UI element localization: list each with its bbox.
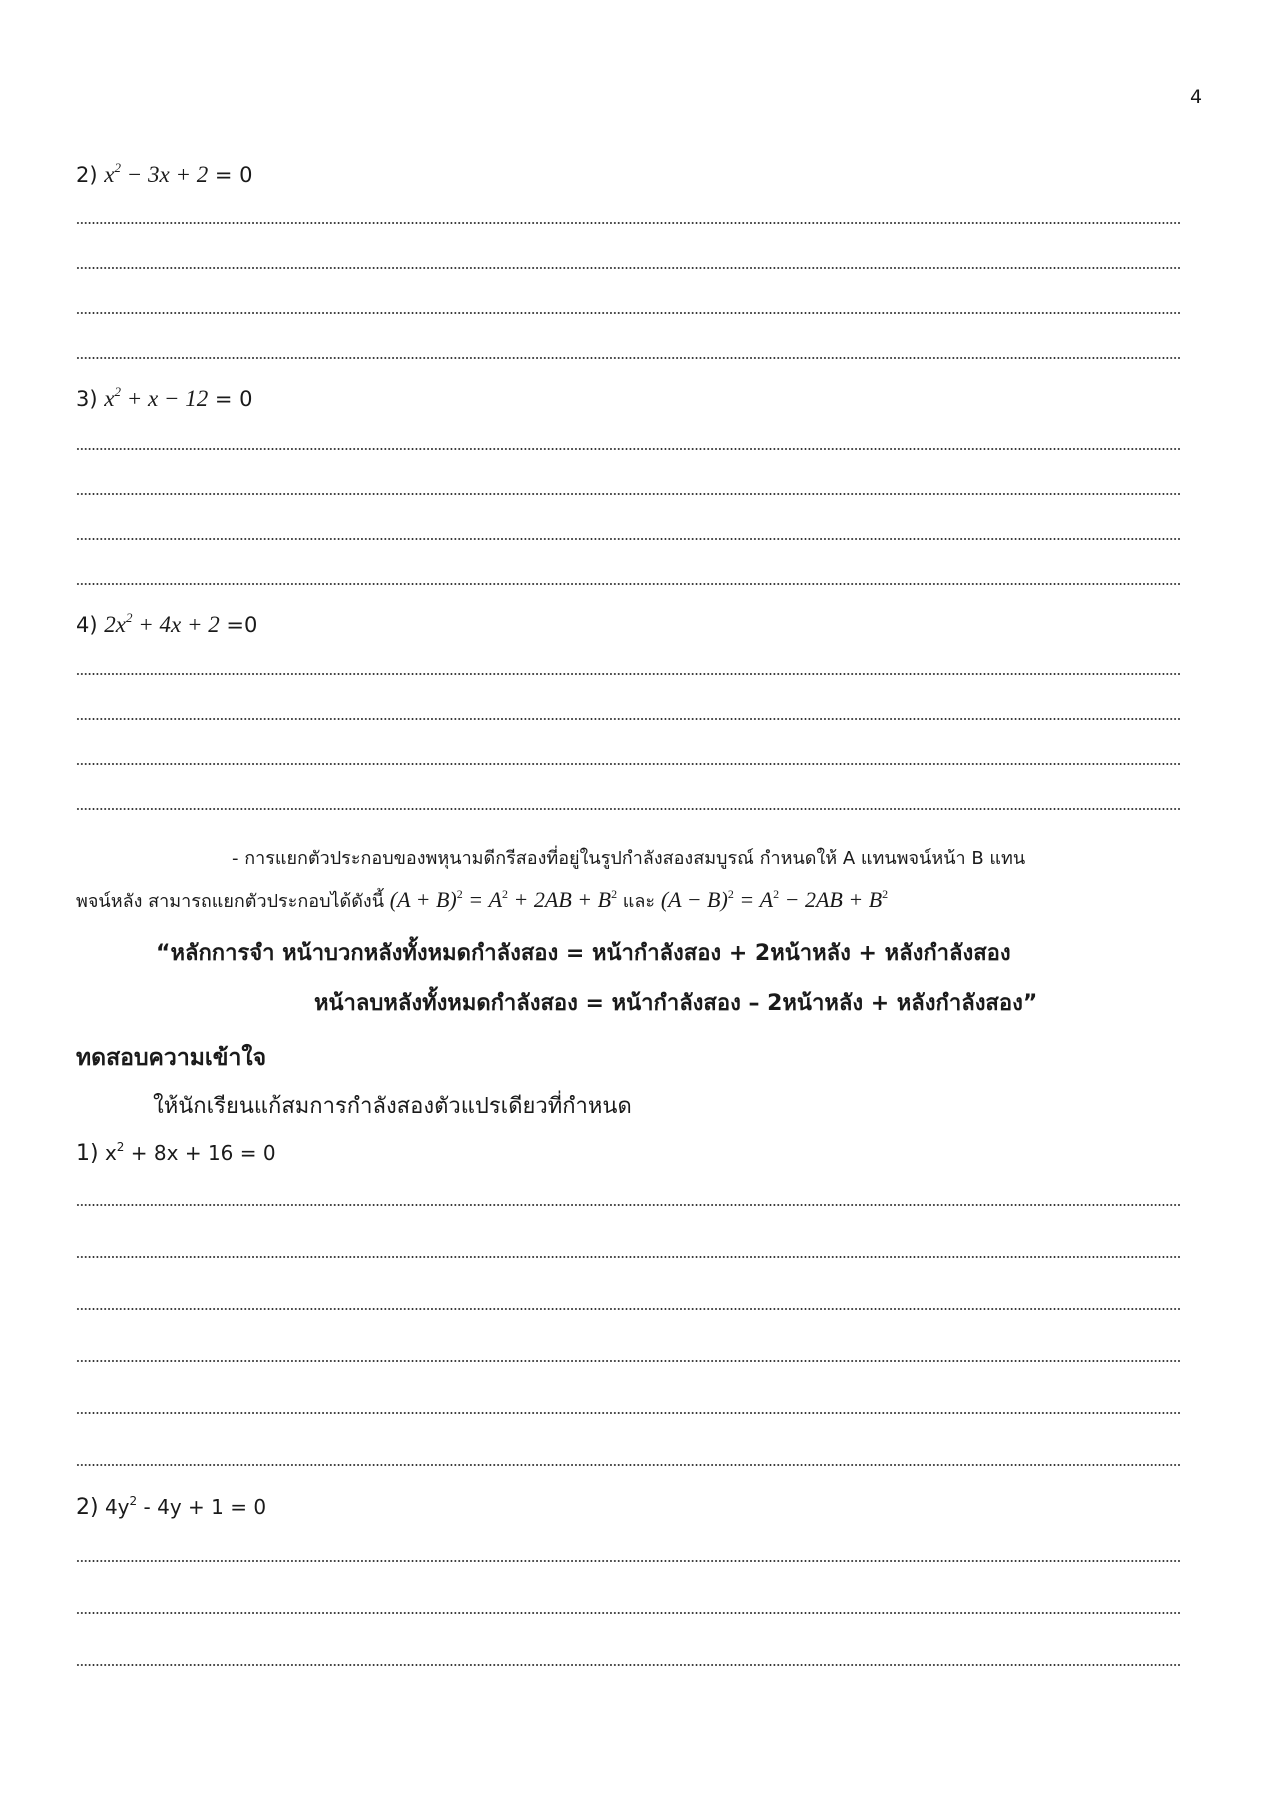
test-problem-1: 1) $x^2 + 8x + 16 = 0$	[76, 1140, 276, 1166]
problem-label: 4)	[76, 613, 98, 637]
problem-2	[76, 160, 253, 188]
answer-line	[76, 267, 1180, 269]
answer-line	[76, 1308, 1180, 1310]
equation: $2x^2 + 4x + 2$	[104, 610, 220, 637]
formula-sum-square: $(A + B)^2 = A^2 + 2AB + B^2$	[389, 887, 618, 912]
answer-line	[76, 538, 1180, 540]
equation: $x^2 - 3x + 2$	[104, 160, 209, 187]
answer-line	[76, 583, 1180, 585]
answer-line	[76, 448, 1180, 450]
answer-line	[76, 1560, 1180, 1562]
answer-line	[76, 493, 1180, 495]
answer-line	[76, 763, 1180, 765]
mnemonic-line-1: “หลักการจำ หน้าบวกหลังทั้งหมดกำลังสอง = หน้ากำลังสอง + 2หน้าหลัง + หลังกำลังสอง	[156, 941, 1011, 966]
answer-line	[76, 357, 1180, 359]
section-heading: ทดสอบความเข้าใจ	[76, 1045, 267, 1071]
problem-label: 1)	[76, 1141, 99, 1166]
answer-line	[76, 673, 1180, 675]
answer-line	[76, 222, 1180, 224]
formula-diff-square: $(A - B)^2 = A^2 - 2AB + B^2$	[660, 887, 889, 912]
instruction: ให้นักเรียนแก้สมการกำลังสองตัวแปรเดียวที่กำหนด	[153, 1094, 632, 1119]
equation-rhs: =0	[219, 613, 258, 637]
problem-label: 2)	[76, 163, 98, 187]
explanation-text: พจน์หลัง สามารถแยกตัวประกอบได้ดังนี้	[76, 891, 385, 912]
mnemonic-line-2: หน้าลบหลังทั้งหมดกำลังสอง = หน้ากำลังสอง – 2หน้าหลัง + หลังกำลังสอง”	[314, 991, 1038, 1016]
answer-line	[76, 1664, 1180, 1666]
problem-4	[76, 610, 257, 638]
equation: $x^2 + x - 12$	[104, 384, 209, 411]
conjunction: และ	[622, 891, 656, 912]
answer-line	[76, 1256, 1180, 1258]
answer-line	[76, 808, 1180, 810]
answer-line	[76, 1412, 1180, 1414]
answer-line	[76, 1360, 1180, 1362]
page-number: 4	[1190, 86, 1203, 108]
answer-line	[76, 1204, 1180, 1206]
answer-line	[76, 1612, 1180, 1614]
equation-rhs: = 0	[208, 387, 253, 411]
test-problem-2: 2) $4y^2 - 4y + 1 = 0$	[76, 1494, 267, 1520]
answer-line	[76, 312, 1180, 314]
problem-label: 3)	[76, 387, 98, 411]
explanation-line-1: - การแยกตัวประกอบของพหุนามดีกรีสองที่อยู่ในรูปกำลังสองสมบูรณ์ กำหนดให้ A แทนพจน์หน้า B แทน	[232, 848, 1026, 869]
answer-line	[76, 718, 1180, 720]
equation-rhs: = 0	[208, 163, 253, 187]
answer-line	[76, 1464, 1180, 1466]
problem-label: 2)	[76, 1495, 99, 1520]
explanation-line-2	[76, 886, 888, 915]
problem-3	[76, 384, 253, 412]
